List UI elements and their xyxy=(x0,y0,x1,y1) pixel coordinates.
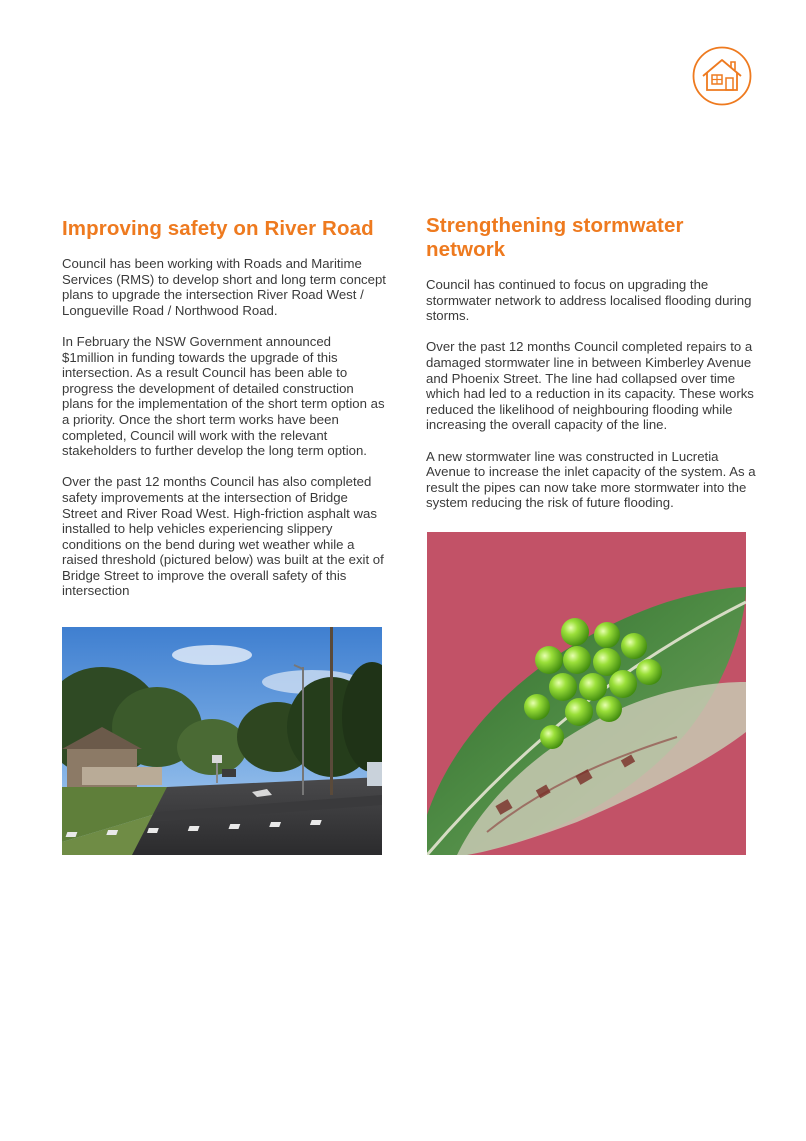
left-paragraph-2: In February the NSW Government announced $1million in funding towards the upgrade of this intersection. As a result Council has been able to progress the development of detailed construction plans for the implementation of the short term option as a priority. Once the short term works have been completed, Council will work with the relevant stakeholders to further develop the long term option. xyxy=(62,333,385,459)
left-column xyxy=(62,214,386,615)
left-paragraph-3: Over the past 12 months Council has also completed safety improvements at the intersection of Bridge Street and River Road West. High-friction asphalt was installed to help vehicles experiencing slippery conditions on the bend during wet weather while a raised threshold (pictured below) was built at the exit of Bridge Street to improve the overall safety of this intersection xyxy=(62,474,384,599)
right-paragraph-1: Council has continued to focus on upgrading the stormwater network to address localised flooding during storms. xyxy=(426,277,752,324)
right-paragraph-3: A new stormwater line was constructed in Lucretia Avenue to increase the inlet capacity of the system. As a result the pipes can now take more stormwater into the system reducing the risk of future flooding. xyxy=(426,448,756,511)
right-paragraph-2: Over the past 12 months Council completed repairs to a damaged stormwater line in between Kimberley Avenue and Phoenix Street. The line had collapsed over time which had led to a reduction in its capacity. These works reduced the likelihood of neighbouring flooding while increasing the overall capacity of the line. xyxy=(426,339,754,433)
left-heading: Improving safety on River Road xyxy=(62,217,374,240)
right-column xyxy=(426,214,756,527)
road-intersection-photo xyxy=(62,627,382,855)
right-heading: Strengthening stormwater network xyxy=(426,214,684,261)
left-paragraph-1: Council has been working with Roads and Maritime Services (RMS) to develop short and long term concept plans to upgrade the intersection River Road West / Longueville Road / Northwood Road. xyxy=(62,256,386,318)
leaf-eggs-photo xyxy=(427,532,746,855)
house-icon xyxy=(691,45,753,107)
